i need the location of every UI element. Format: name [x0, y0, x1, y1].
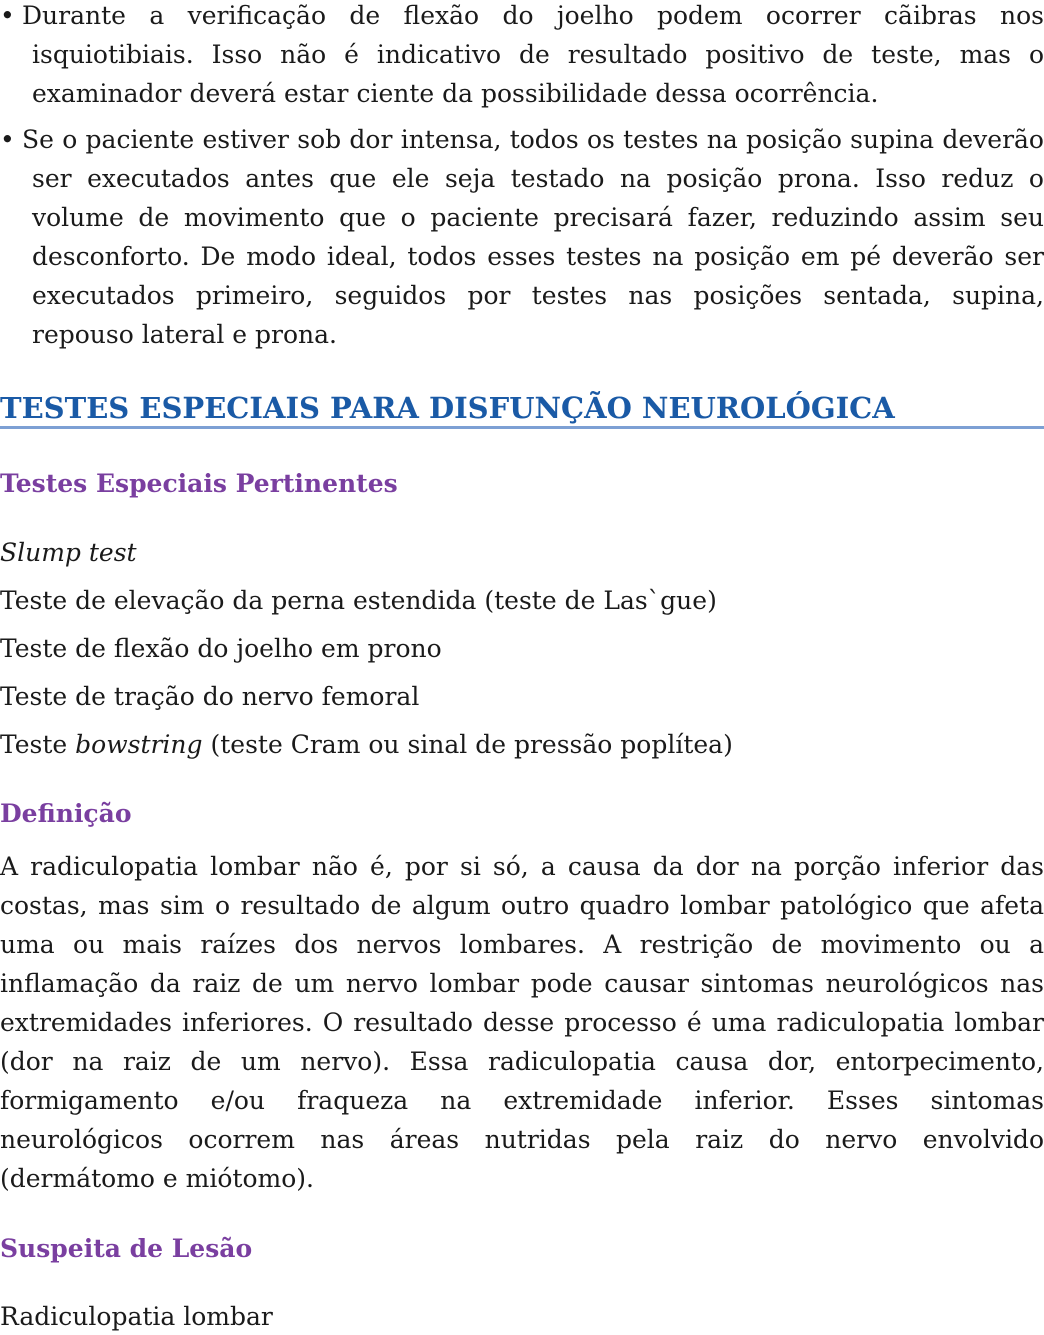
- definition-paragraph: A radiculopatia lombar não é, por si só, a causa da dor na porção inferior das costas, mas sim o resultado de algum outro quadro lombar patológico que afeta uma ou mais raízes dos nervos lombares. A restrição de movimento ou a inflamação da raiz de um nervo lombar pode causar sintomas neurológicos nas extremidades inferiores. O resultado desse processo é uma radiculopatia lombar (dor na raiz de um nervo). Essa radiculopatia causa dor, entorpecimento, formigamento e/ou fraqueza na extremidade inferior. Esses sintomas neurológicos ocorrem nas áreas nutridas pela raiz do nervo envolvido (dermátomo e miótomo).: [0, 852, 1044, 1193]
- test-item-femoral: Teste de tração do nervo femoral: [0, 682, 420, 711]
- test-item-bowstring: [0, 727, 733, 763]
- section-divider: [0, 426, 1044, 429]
- bullet-marker: •: [0, 1, 15, 30]
- bullet-item: [0, 0, 1044, 113]
- section-title: TESTES ESPECIAIS PARA DISFUNÇÃO NEUROLÓGICA: [0, 391, 895, 425]
- test-item-knee-flexion: Teste de flexão do joelho em prono: [0, 634, 442, 663]
- bullet-marker: •: [0, 125, 15, 154]
- bullet-text: Durante a verificação de flexão do joelho podem ocorrer cãibras nos isquiotibiais. Isso não é indicativo de resultado positivo de teste, mas o examinador deverá estar ciente da possibilidade dessa ocorrência.: [22, 1, 1044, 108]
- test-item-slump: [0, 535, 137, 571]
- bowstring-suffix: (teste Cram ou sinal de pressão poplítea): [202, 730, 733, 759]
- suspected-injury-text: Radiculopatia lombar: [0, 1302, 273, 1331]
- bowstring-prefix: Teste: [0, 730, 76, 759]
- bullet-item: [0, 120, 1044, 354]
- bullet-text: Se o paciente estiver sob dor intensa, todos os testes na posição supina deverão ser executados antes que ele seja testado na posição prona. Isso reduz o volume de movimento que o paciente precisará fazer, reduzindo assim seu desconforto. De modo ideal, todos esses testes na posição em pé deverão ser executados primeiro, seguidos por testes nas posições sentada, supina, repouso lateral e prona.: [22, 125, 1044, 349]
- test-item-lasegue: Teste de elevação da perna estendida (teste de Las`gue): [0, 586, 717, 615]
- slump-test-label: Slump test: [0, 538, 137, 567]
- definition-heading: Definição: [0, 799, 132, 828]
- tests-heading: Testes Especiais Pertinentes: [0, 469, 398, 498]
- bowstring-italic: bowstring: [75, 730, 203, 759]
- suspected-injury-heading: Suspeita de Lesão: [0, 1234, 253, 1263]
